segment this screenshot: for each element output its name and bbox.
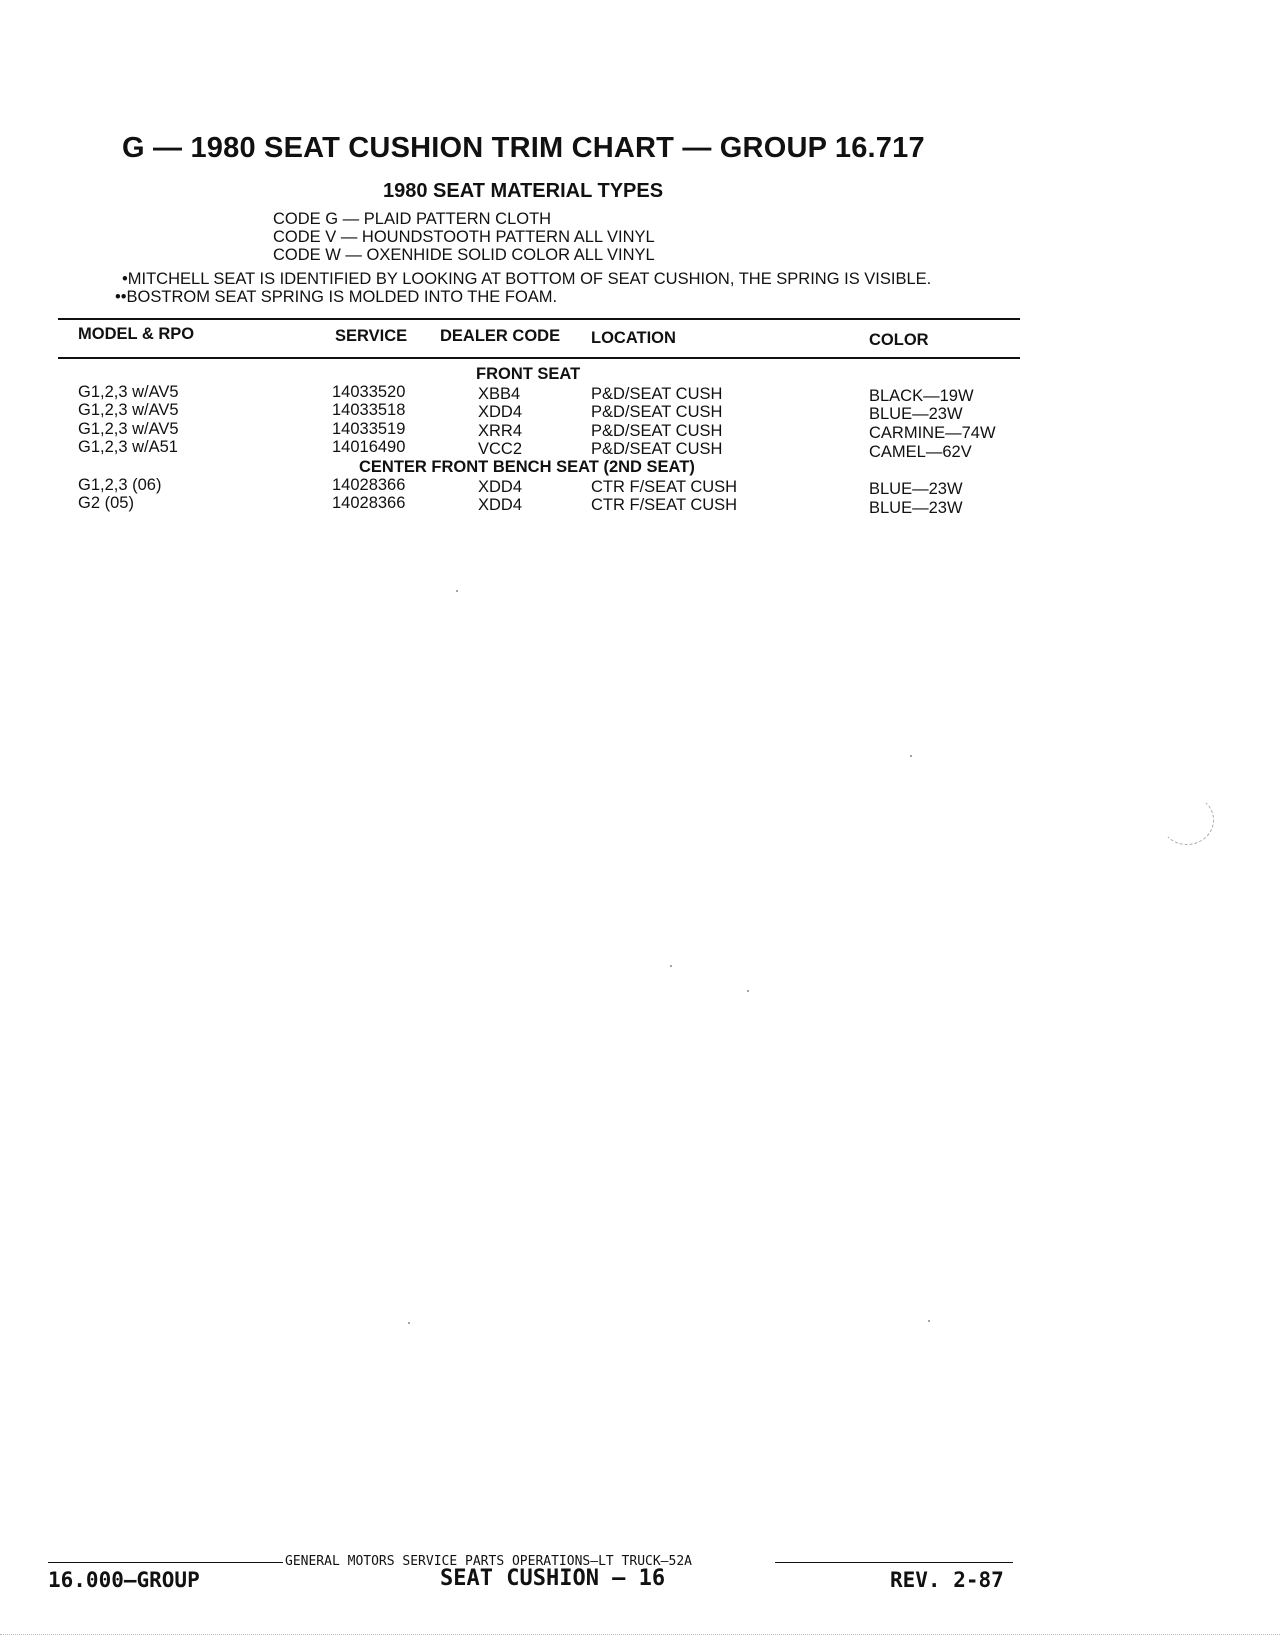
page-title: G — 1980 SEAT CUSHION TRIM CHART — GROUP 16.717	[122, 132, 925, 164]
cell-dealer-code: XRR4	[478, 422, 523, 440]
cell-dealer-code: XBB4	[478, 385, 521, 403]
table-top-rule	[58, 318, 1020, 320]
cell-model: G1,2,3 (06)	[78, 476, 162, 494]
cell-color: CARMINE—74W	[869, 424, 996, 442]
material-types-heading: 1980 SEAT MATERIAL TYPES	[383, 180, 664, 202]
header-service: SERVICE	[335, 327, 408, 345]
header-dealer-code: DEALER CODE	[440, 327, 561, 345]
cell-location: CTR F/SEAT CUSH	[591, 496, 738, 514]
mitchell-note: •MITCHELL SEAT IS IDENTIFIED BY LOOKING AT BOTTOM OF SEAT CUSHION, THE SPRING IS VISIBLE.	[122, 270, 932, 288]
cell-color: BLUE—23W	[869, 480, 963, 498]
header-color: COLOR	[869, 331, 929, 349]
cell-service: 14028366	[332, 476, 406, 494]
scan-speck	[910, 755, 912, 757]
footer-rule-right	[775, 1562, 1013, 1563]
cell-color: CAMEL—62V	[869, 443, 972, 461]
code-v-line: CODE V — HOUNDSTOOTH PATTERN ALL VINYL	[273, 228, 655, 246]
scan-speck	[408, 1322, 410, 1324]
cell-location: P&D/SEAT CUSH	[591, 385, 723, 403]
cell-dealer-code: XDD4	[478, 403, 523, 421]
footer-rule-left	[48, 1562, 283, 1563]
cell-location: P&D/SEAT CUSH	[591, 422, 723, 440]
bostrom-note: ••BOSTROM SEAT SPRING IS MOLDED INTO THE FOAM.	[115, 288, 558, 306]
cell-color: BLACK—19W	[869, 387, 974, 405]
section-center-front-bench: CENTER FRONT BENCH SEAT (2ND SEAT)	[359, 458, 695, 476]
cell-service: 14028366	[332, 494, 406, 512]
footer-section-title: SEAT CUSHION — 16	[440, 1566, 666, 1591]
table-header-rule	[58, 357, 1020, 359]
footer-group-number: 16.000—GROUP	[48, 1568, 200, 1592]
scan-speck	[670, 965, 672, 967]
cell-location: P&D/SEAT CUSH	[591, 440, 723, 458]
scan-speck	[747, 990, 749, 992]
cell-model: G2 (05)	[78, 494, 134, 512]
cell-location: P&D/SEAT CUSH	[591, 403, 723, 421]
cell-service: 14033520	[332, 383, 406, 401]
code-g-line: CODE G — PLAID PATTERN CLOTH	[273, 210, 552, 228]
cell-dealer-code: VCC2	[478, 440, 523, 458]
cell-model: G1,2,3 w/AV5	[78, 420, 179, 438]
cell-service: 14016490	[332, 438, 406, 456]
scan-edge-dots	[0, 1634, 1280, 1635]
header-model-rpo: MODEL & RPO	[78, 325, 195, 343]
scan-speck	[456, 590, 458, 592]
cell-dealer-code: XDD4	[478, 496, 523, 514]
header-location: LOCATION	[591, 329, 676, 347]
cell-model: G1,2,3 w/AV5	[78, 401, 179, 419]
cell-model: G1,2,3 w/A51	[78, 438, 178, 456]
footer-publisher-line: GENERAL MOTORS SERVICE PARTS OPERATIONS—LT TRUCK—52A	[285, 1554, 692, 1569]
section-front-seat: FRONT SEAT	[476, 365, 581, 383]
cell-service: 14033519	[332, 420, 406, 438]
scan-speck	[928, 1320, 930, 1322]
code-w-line: CODE W — OXENHIDE SOLID COLOR ALL VINYL	[273, 246, 655, 264]
cell-dealer-code: XDD4	[478, 478, 523, 496]
scan-artifact-arc	[1160, 795, 1214, 845]
cell-service: 14033518	[332, 401, 406, 419]
cell-color: BLUE—23W	[869, 499, 963, 517]
cell-location: CTR F/SEAT CUSH	[591, 478, 738, 496]
cell-model: G1,2,3 w/AV5	[78, 383, 179, 401]
cell-color: BLUE—23W	[869, 405, 963, 423]
footer-revision: REV. 2-87	[890, 1568, 1004, 1592]
